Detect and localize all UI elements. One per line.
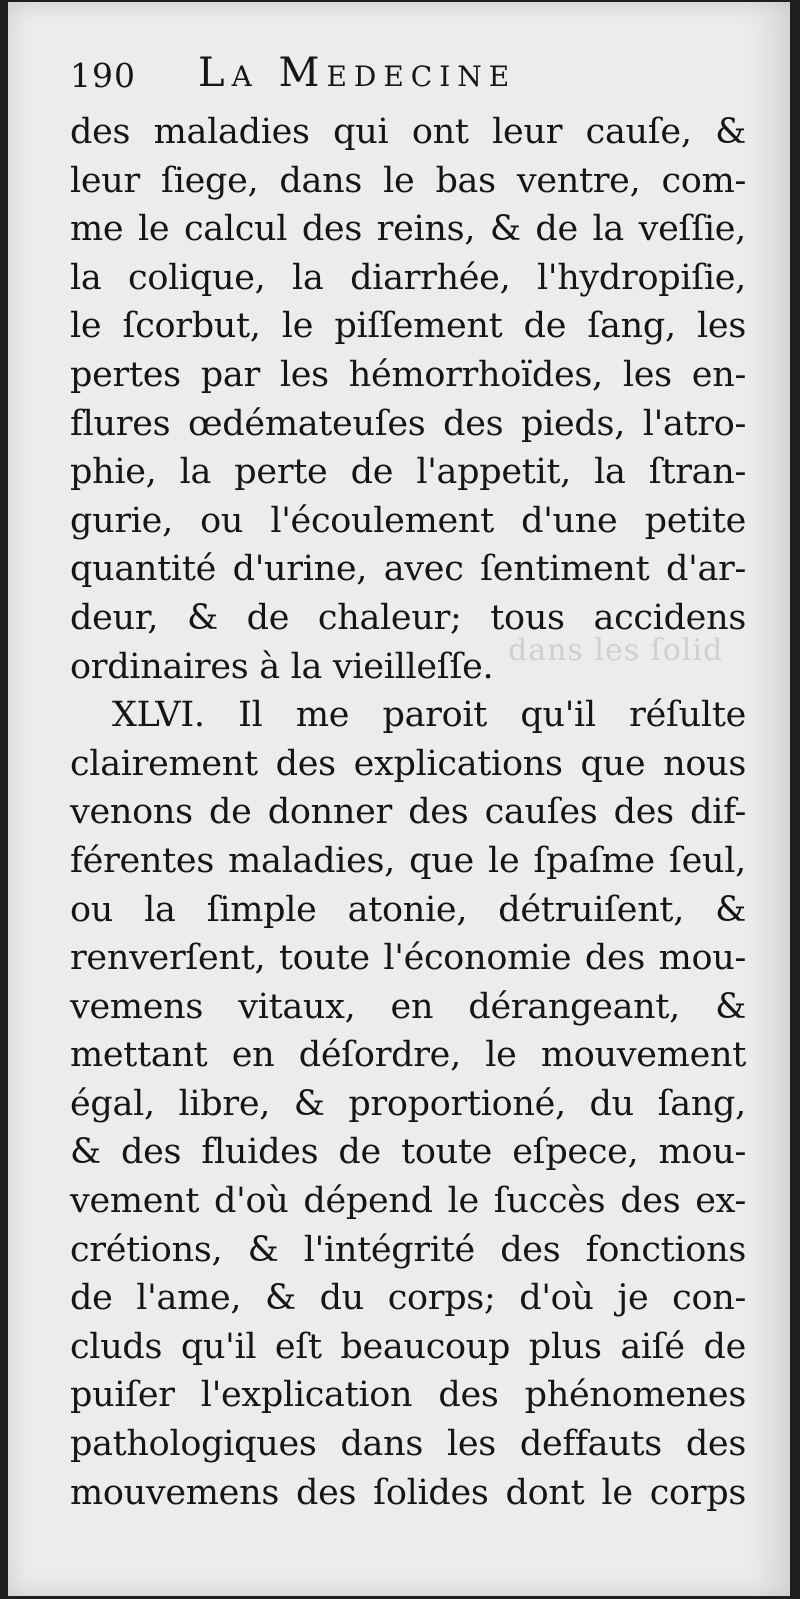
text-line: pertes par les hémorrhoïdes, les en- — [70, 354, 746, 395]
show-through-text: dans les ſolid — [508, 633, 724, 668]
text-line: ou la ſimple atonie, détruiſent, & — [70, 889, 746, 930]
text-line: renverſent, toute l'économie des mou- — [70, 938, 746, 979]
text-line: flures œdémateuſes des pieds, l'atro- — [70, 403, 746, 444]
text-line: venons de donner des cauſes des dif- — [70, 792, 746, 833]
text-line: des maladies qui ont leur cauſe, & — [70, 112, 746, 152]
text-line: me le calcul des reins, & de la veſſie, — [70, 209, 746, 250]
text-line: égal, libre, & proportioné, du ſang, — [70, 1083, 746, 1124]
text-line: leur ſiege, dans le bas ventre, com- — [70, 160, 746, 201]
paragraph-end-line: ordinaires à la vieilleſſe. — [70, 646, 494, 687]
text-line: vemens vitaux, en dérangeant, & — [70, 986, 746, 1027]
text-line: de l'ame, & du corps; d'où je con- — [70, 1278, 746, 1319]
text-line: clairement des explications que nous — [70, 743, 746, 784]
text-line: férentes maladies, que le ſpaſme ſeul, — [70, 840, 746, 881]
text-line: crétions, & l'intégrité des fonctions — [70, 1229, 746, 1270]
book-page — [8, 2, 790, 1596]
body-text — [70, 108, 746, 1517]
text-line: cluds qu'il eſt beaucoup plus aiſé de — [70, 1326, 746, 1367]
text-line: quantité d'urine, avec ſentiment d'ar- — [70, 549, 746, 590]
text-line: mettant en déſordre, le mouvement — [70, 1035, 746, 1076]
text-line: gurie, ou l'écoulement d'une petite — [70, 500, 746, 541]
text-line: mouvemens des ſolides dont le corps — [70, 1472, 746, 1513]
text-line: deur, & de chaleur; tous accidens — [70, 597, 746, 638]
section-start-line: XLVI. Il me paroit qu'il réſulte — [112, 695, 746, 736]
text-line: pathologiques dans les deffauts des — [70, 1424, 746, 1465]
running-head — [70, 50, 750, 108]
text-line: & des fluides de toute eſpece, mou- — [70, 1132, 746, 1173]
text-line: phie, la perte de l'appetit, la ſtran- — [70, 452, 746, 493]
text-line: vement d'où dépend le ſuccès des ex- — [70, 1181, 746, 1222]
text-line: puiſer l'explication des phénomenes — [70, 1375, 746, 1416]
text-line: la colique, la diarrhée, l'hydropiſie, — [70, 257, 746, 298]
running-title: La Medecine — [198, 50, 517, 96]
text-line: le ſcorbut, le piſſement de ſang, les — [70, 306, 746, 347]
page-number: 190 — [70, 56, 136, 95]
